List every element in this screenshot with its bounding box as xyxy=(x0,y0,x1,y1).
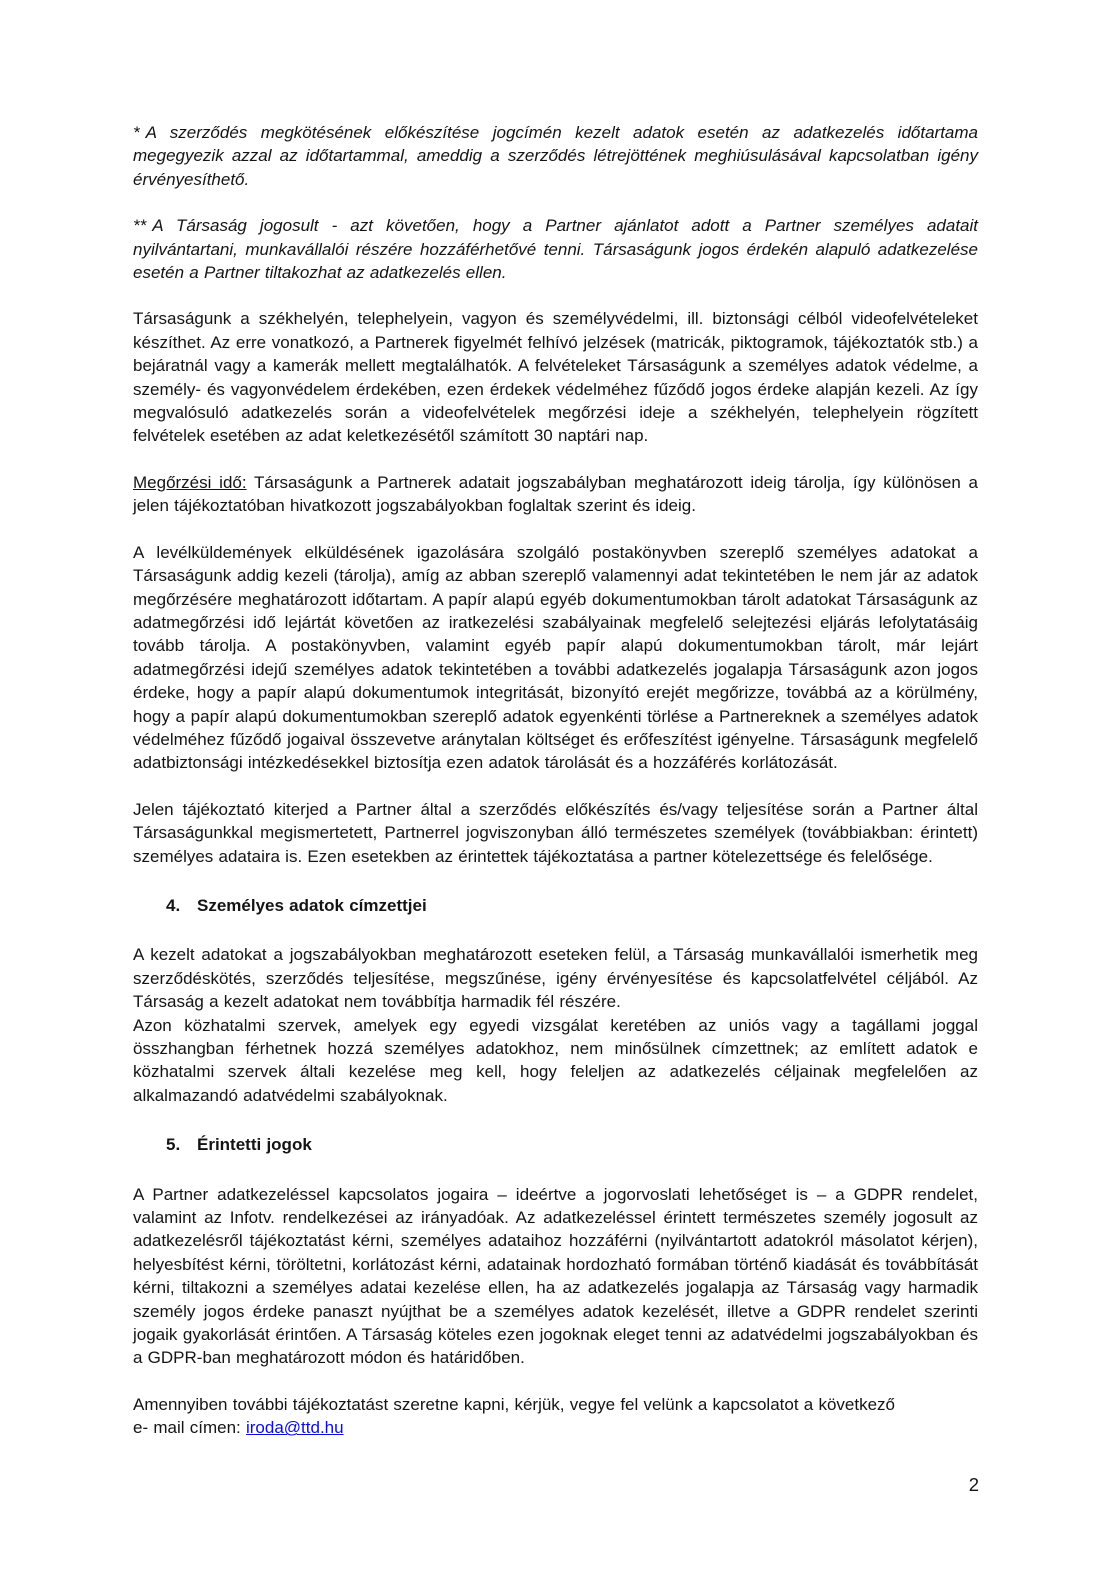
para-recipients-part1: A kezelt adatokat a jogszabályokban meghatározott eseteken felül, a Társaság munkavállalói ismerhetik meg szerződéskötés, szerződés teljesítése, megszűnése, igény érvényesítése és kapcsolatfelvétel céljából. Az Társaság a kezelt adatokat nem továbbítja harmadik fél részére. xyxy=(133,945,978,1012)
para-postal-records: A levélküldemények elküldésének igazolására szolgáló postakönyvben szereplő személyes adatokat a Társaságunk addig kezeli (tárolja), amíg az abban szereplő valamennyi adat tekintetében le nem jár az adatok megőrzésére meghatározott időtartam. A papír alapú egyéb dokumentumokban tárolt adatokat Társaságunk az adatmegőrzési idő lejártát követően az iratkezelési szabályainak megfelelő selejtezési eljárás lefolytatásáig tovább tárolja. A postakönyvben, valamint egyéb papír alapú dokumentumokban tárolt, már lejárt adatmegőrzési idejű személyes adatok tekintetében a további adatkezelés jogalapja Társaságunk azon jogos érdeke, hogy a papír alapú dokumentumok integritását, bizonyító erejét megőrizze, továbbá az a körülmény, hogy a papír alapú dokumentumokban szereplő adatok egyenkénti törlése a Partnereknek a személyes adatok védelméhez fűződő jogaival összevetve aránytalan költséget és erőfeszítést igényelne. Társaságunk megfelelő adatbiztonsági intézkedésekkel biztosítja ezen adatok tárolását és a hozzáférés korlátozását. xyxy=(133,542,978,773)
retention-lead-underlined: Megőrzési idő: xyxy=(133,472,247,492)
email-link[interactable]: iroda@ttd.hu xyxy=(245,1418,344,1438)
para-scope: Jelen tájékoztató kiterjed a Partner által a szerződés előkészítés és/vagy teljesítése során a Partner által Társaságunkkal megismertetett, Partnerrel jogviszonyban álló természetes személyek (továbbiakban: érintett) személyes adataira is. Ezen esetekben az érintettek tájékoztatása a partner kötelezettsége és felelősége. xyxy=(133,799,978,866)
footnote-double-star-marker: ** xyxy=(133,216,147,236)
page-number: 2 xyxy=(968,1474,979,1495)
footnote-star xyxy=(133,121,978,191)
para-recipients-part2: Azon közhatalmi szervek, amelyek egy egyedi vizsgálat keretében az uniós vagy a tagállami joggal összhangban férhetnek hozzá személyes adatokhoz, nem minősülnek címzettnek; az említett adatok e közhatalmi szervek általi kezelése meg kell, hogy feleljen az adatkezelés céljainak megfelelően az alkalmazandó adatvédelmi szabályoknak. xyxy=(133,1015,978,1105)
para-rights: A Partner adatkezeléssel kapcsolatos jogaira – ideértve a jogorvoslati lehetőséget is – a GDPR rendelet, valamint az Infotv. rendelkezései az irányadóak. Az adatkezeléssel érintett természetes személy jogosult az adatkezelésről tájékoztatást kérni, személyes adataihoz hozzáférni (nyilvántartott adatokról másolatot kérjen), helyesbítést kérni, töröltetni, korlátozást kérni, adatainak hordozható formában történő kiadását és továbbítását kérni, tiltakozni a személyes adatai kezelése ellen, ha az adatkezelés jogalapja az Társaság vagy harmadik személy jogos érdeke panaszt nyújthat be a személyes adatok kezelését, illetve a GDPR rendelet szerinti jogaik gyakorlását érintően. A Társaság köteles ezen jogoknak eleget tenni az adatvédelmi jogszabályokban és a GDPR-ban meghatározott módon és határidőben. xyxy=(133,1184,978,1368)
footnote-double-star-text: A Társaság jogosult - azt követően, hogy a Partner ajánlatot adott a Partner személyes adatait nyilvántartani, munkavállalói részére hozzáférhetővé tenni. Társaságunk jogos érdekén alapuló adatkezelése esetén a Partner tiltakozhat az adatkezelés ellen. xyxy=(133,216,978,283)
footnote-double-star xyxy=(133,214,978,284)
section-4-heading xyxy=(133,894,978,917)
document-content xyxy=(133,121,978,1463)
contact-line2-prefix: e- mail címen: xyxy=(133,1418,246,1438)
para-video-surveillance: Társaságunk a székhelyén, telephelyein, vagyon és személyvédelmi, ill. biztonsági célból videofelvételeket készíthet. Az erre vonatkozó, a Partnerek figyelmét felhívó jelzések (matricák, piktogramok, tájékoztatók stb.) a bejáratnál vagy a kamerák mellett megtalálhatók. A felvételeket Társaságunk a személyes adatok védelme, a személy- és vagyonvédelem érdekében, ezen érdekek védelméhez fűződő jogos érdeke alapján kezeli. Az így megvalósuló adatkezelés során a videofelvételek megőrzési ideje a székhelyén, telephelyein rögzített felvételek esetében az adat keletkezésétől számított 30 naptári nap. xyxy=(133,309,978,446)
section-5-title: Érintetti jogok xyxy=(197,1135,312,1155)
section-5-heading xyxy=(133,1133,978,1156)
footnote-star-text: A szerződés megkötésének előkészítése jogcímén kezelt adatok esetén az adatkezelés időtartama megegyezik azzal az időtartammal, ameddig a szerződés létrejöttének meghiúsulásával kapcsolatban igény érvényesíthető. xyxy=(133,123,978,189)
section-5-number: 5. xyxy=(166,1135,181,1155)
para-contact xyxy=(133,1393,978,1440)
footnote-star-marker: * xyxy=(133,123,140,142)
contact-line1: Amennyiben további tájékoztatást szeretne kapni, kérjük, vegye fel velünk a kapcsolatot a következő xyxy=(133,1394,895,1414)
section-4-number: 4. xyxy=(166,895,181,915)
retention-text: Társaságunk a Partnerek adatait jogszabályban meghatározott ideig tárolja, így különösen a jelen tájékoztatóban hivatkozott jogszabályokban foglaltak szerint és ideig. xyxy=(133,472,978,516)
section-4-title: Személyes adatok címzettjei xyxy=(197,895,427,915)
para-recipients xyxy=(133,943,978,1107)
para-retention xyxy=(133,471,978,518)
